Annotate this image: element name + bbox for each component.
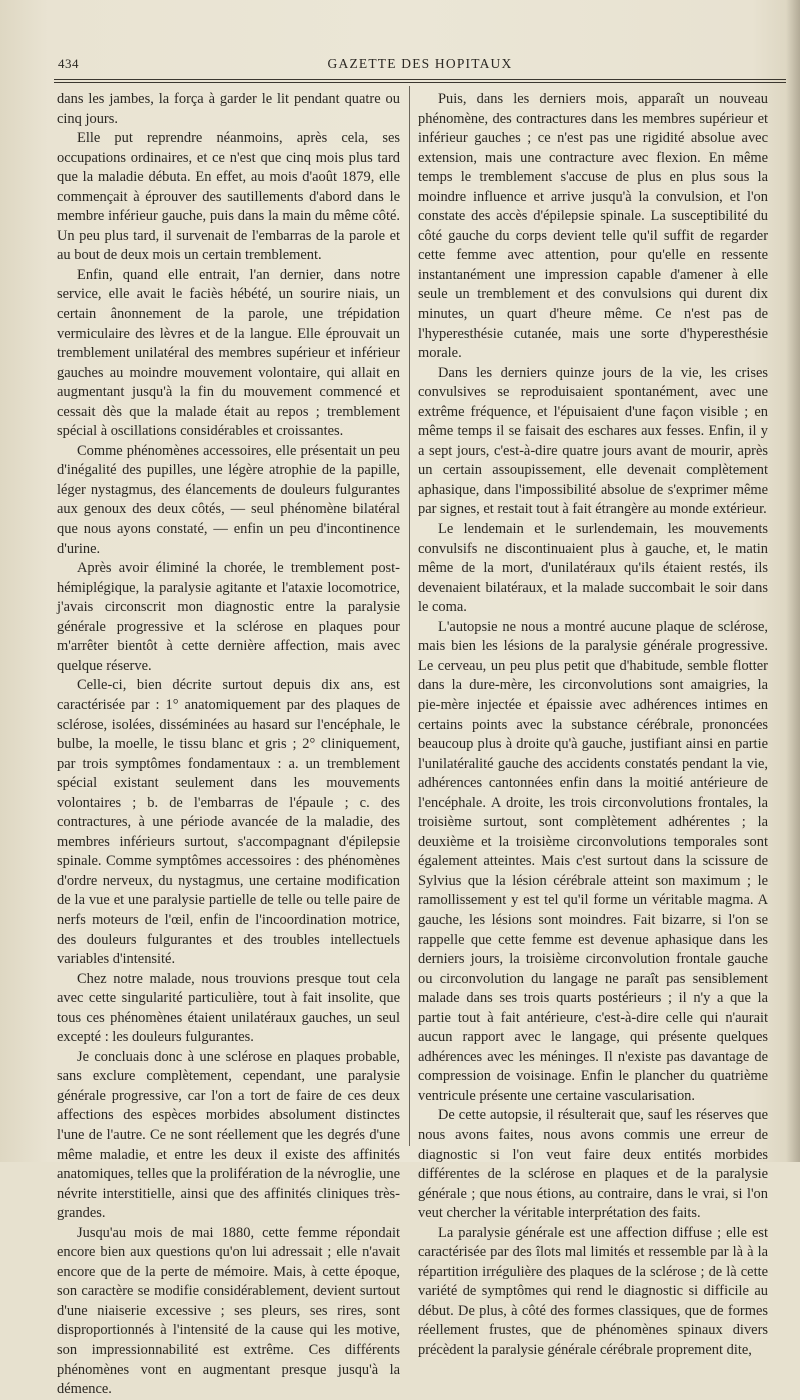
paragraph: Comme phénomènes accessoires, elle présentait un peu d'inégalité des pupilles, une légère atrophie de la papille, léger nystagmus, des élancements de douleurs fulgurantes aux genoux des deux côtés, — seul phénomène bilatéral que nous ayons constaté, — enfin un peu d'incontinence d'urine. <box>57 442 400 557</box>
page-header <box>58 56 782 76</box>
column-divider <box>409 86 410 1146</box>
running-title: GAZETTE DES HOPITAUX <box>327 56 513 71</box>
paragraph: Après avoir éliminé la chorée, le tremblement post-hémiplégique, la paralysie agitante et l'ataxie locomotrice, j'avais circonscrit mon diagnostic entre la paralysie générale progressive et la sclérose en plaques pour m'arrêter bientôt à cette dernière affection, mais avec quelque réserve. <box>57 560 400 674</box>
right-column <box>418 90 768 1358</box>
paragraph: La paralysie générale est une affection diffuse ; elle est caractérisée par des îlots mal limités et ressemble par là à la répartition irrégulière des plaques de la sclérose ; de là cette variété de symptômes qui rend le diagnostic si difficile au début. De plus, à côté des formes classiques, que de formes réellement frustes, que de phénomènes spinaux divers précèdent la paralysie générale cérébrale proprement dite, <box>418 1224 768 1358</box>
paragraph: Enfin, quand elle entrait, l'an dernier, dans notre service, elle avait le faciès hébété, un sourire niais, un certain ânonnement de la parole, une trépidation vermiculaire des lèvres et de la langue. Elle éprouvait un tremblement unilatéral des membres supérieur et inférieur gauches au moindre mouvement volontaire, qui allait en augmentant jusqu'à la fin du mouvement commencé et cessait dès que la malade était au repos ; tremblement spécial à oscillations considérables et croissantes. <box>57 266 400 440</box>
paragraph: Puis, dans les derniers mois, apparaît un nouveau phénomène, des contractures dans les membres supérieur et inférieur gauches ; ce n'est pas une rigidité absolue avec extension, mais une contracture avec flexion. En même temps le tremblement s'accuse de plus en plus sous la moindre influence et arrive jusqu'à la convulsion, et l'on constate des accès d'épilepsie spinale. La susceptibilité du côté gauche du corps devient telle qu'il suffit de regarder cette femme avec attention, pour qu'elle en ressente instantanément une impression capable d'amener à elle seule un tremblement et des convulsions qui durent dix minutes, un quart d'heure même. Ce n'est pas de l'hyperesthésie cutanée, mais une sorte d'hyperesthésie morale. <box>418 91 768 362</box>
paragraph: Chez notre malade, nous trouvions presque tout cela avec cette singularité particulière, tout à fait insolite, que tous ces phénomènes étaient unilatéraux gauches, un seul excepté : les douleurs fulgurantes. <box>57 970 400 1046</box>
paragraph: Celle-ci, bien décrite surtout depuis dix ans, est caractérisée par : 1° anatomiquement par des plaques de sclérose, isolées, disséminées au hasard sur l'encéphale, le bulbe, la moelle, le tissu blanc et gris ; 2° cliniquement, par trois symptômes fondamentaux : a. un tremblement spécial existant seulement dans les mouvements volontaires ; b. de l'embarras de l'épaule ; c. des contractures, à une période avancée de la maladie, des membres inférieurs surtout, s'accompagnant d'épilepsie spinale. Comme symptômes accessoires : des phénomènes d'ordre nerveux, du nystagmus, une certaine modification de la vue et une paralysie partielle de telle ou telle paire de nerfs moteurs de l'œil, enfin de l'incoordination motrice, des douleurs fulgurantes et des troubles intellectuels variables d'intensité. <box>57 677 400 968</box>
paragraph: Le lendemain et le surlendemain, les mouvements convulsifs ne discontinuaient plus à gauche, et, le matin même de la mort, d'unilatéraux qu'ils étaient restés, ils devenaient bilatéraux, et la malade succombait le soir dans le coma. <box>418 521 768 616</box>
left-column <box>57 90 400 1398</box>
paragraph: Je concluais donc à une sclérose en plaques probable, sans exclure complètement, cependant, une paralysie générale progressive, car l'on a tort de faire de ces deux affections des espèces morbides absolument distinctes l'une de l'autre. Ce ne sont réellement que les degrés d'une même maladie, et entre les deux il existe des affinités anatomiques, telles que la prolifération de la névroglie, une névrite interstitielle, ainsi que des affinités cliniques très-grandes. <box>57 1048 400 1222</box>
paragraph: L'autopsie ne nous a montré aucune plaque de sclérose, mais bien les lésions de la paralysie générale progressive. Le cerveau, un peu plus petit que d'habitude, semble flotter dans la dure-mère, les circonvolutions sont amaigries, la pie-mère injectée et épaissie avec adhérences intimes en certains points avec la substance cérébrale, prononcées beaucoup plus à droite qu'à gauche, justifiant ainsi en partie l'unilatéralité gauche des accidents constatés pendant la vie, adhérences cantonnées enfin dans la moitié antérieure de l'encéphale. A droite, les trois circonvolutions frontales, la troisième surtout, sont complètement adhérentes ; la deuxième et la troisième circonvolutions temporales sont également atteintes. Mais c'est surtout dans la scissure de Sylvius que la lésion cérébrale atteint son maximum ; le ramollissement y est tel qu'il forme un véritable magma. A gauche, les lésions sont moindres. Fait bizarre, si l'on se rappelle que cette femme est devenue aphasique dans les derniers jours, la troisième circonvolution frontale gauche ou circonvolution du langage ne paraît pas sensiblement malade dans ses trois quarts postérieurs ; il n'y a que la partie tout à fait antérieure, c'est-à-dire celle qui n'aurait aucun rapport avec le langage, qui présente quelques adhérences avec les méninges. Il n'existe pas davantage de compression de voisinage. Enfin le plancher du quatrième ventricule présente une certaine vascularisation. <box>418 618 768 1104</box>
page-edge-shadow <box>786 0 800 1162</box>
page-number: 434 <box>58 56 79 71</box>
paragraph: Dans les derniers quinze jours de la vie, les crises convulsives se reproduisaient spontanément, avec une extrême fréquence, et l'épuisaient d'une façon visible ; en même temps il se faisait des eschares aux fesses. Enfin, il y a sept jours, c'est-à-dire quatre jours avant de mourir, après un certain assoupissement, elle devenait complètement aphasique, dans l'impossibilité absolue de s'exprimer même par signes, et restait tout à fait étrangère au monde extérieur. <box>418 364 768 518</box>
paragraph: Elle put reprendre néanmoins, après cela, ses occupations ordinaires, et ce n'est que cinq mois plus tard que la maladie débuta. En effet, au mois d'août 1879, elle commençait à éprouver des sautillements d'abord dans le membre inférieur gauche, puis dans la main du même côté. Un peu plus tard, il survenait de l'embarras de la parole et au bout de deux mois un certain tremblement. <box>57 130 400 264</box>
paragraph: dans les jambes, la força à garder le lit pendant quatre ou cinq jours. <box>57 91 400 127</box>
paragraph: De cette autopsie, il résulterait que, sauf les réserves que nous avons faites, nous avons commis une erreur de diagnostic si l'on veut faire deux entités morbides différentes de la sclérose en plaques et de la paralysie générale ; que nous étions, au contraire, dans le vrai, si l'on veut chercher la véritable interprétation des faits. <box>418 1107 768 1222</box>
paragraph: Jusqu'au mois de mai 1880, cette femme répondait encore bien aux questions qu'on lui adressait ; elle n'avait encore que de la perte de mémoire. Mais, à cette époque, son caractère se modifie considérablement, devient surtout d'une niaiserie excessive ; ses pleurs, ses rires, sont disproportionnés à l'intensité de la cause qui les motive, son impressionnabilité est extrême. Ces différents phénomènes vont en augmentant presque jusqu'à la démence. <box>57 1224 400 1398</box>
header-rule <box>54 79 786 83</box>
